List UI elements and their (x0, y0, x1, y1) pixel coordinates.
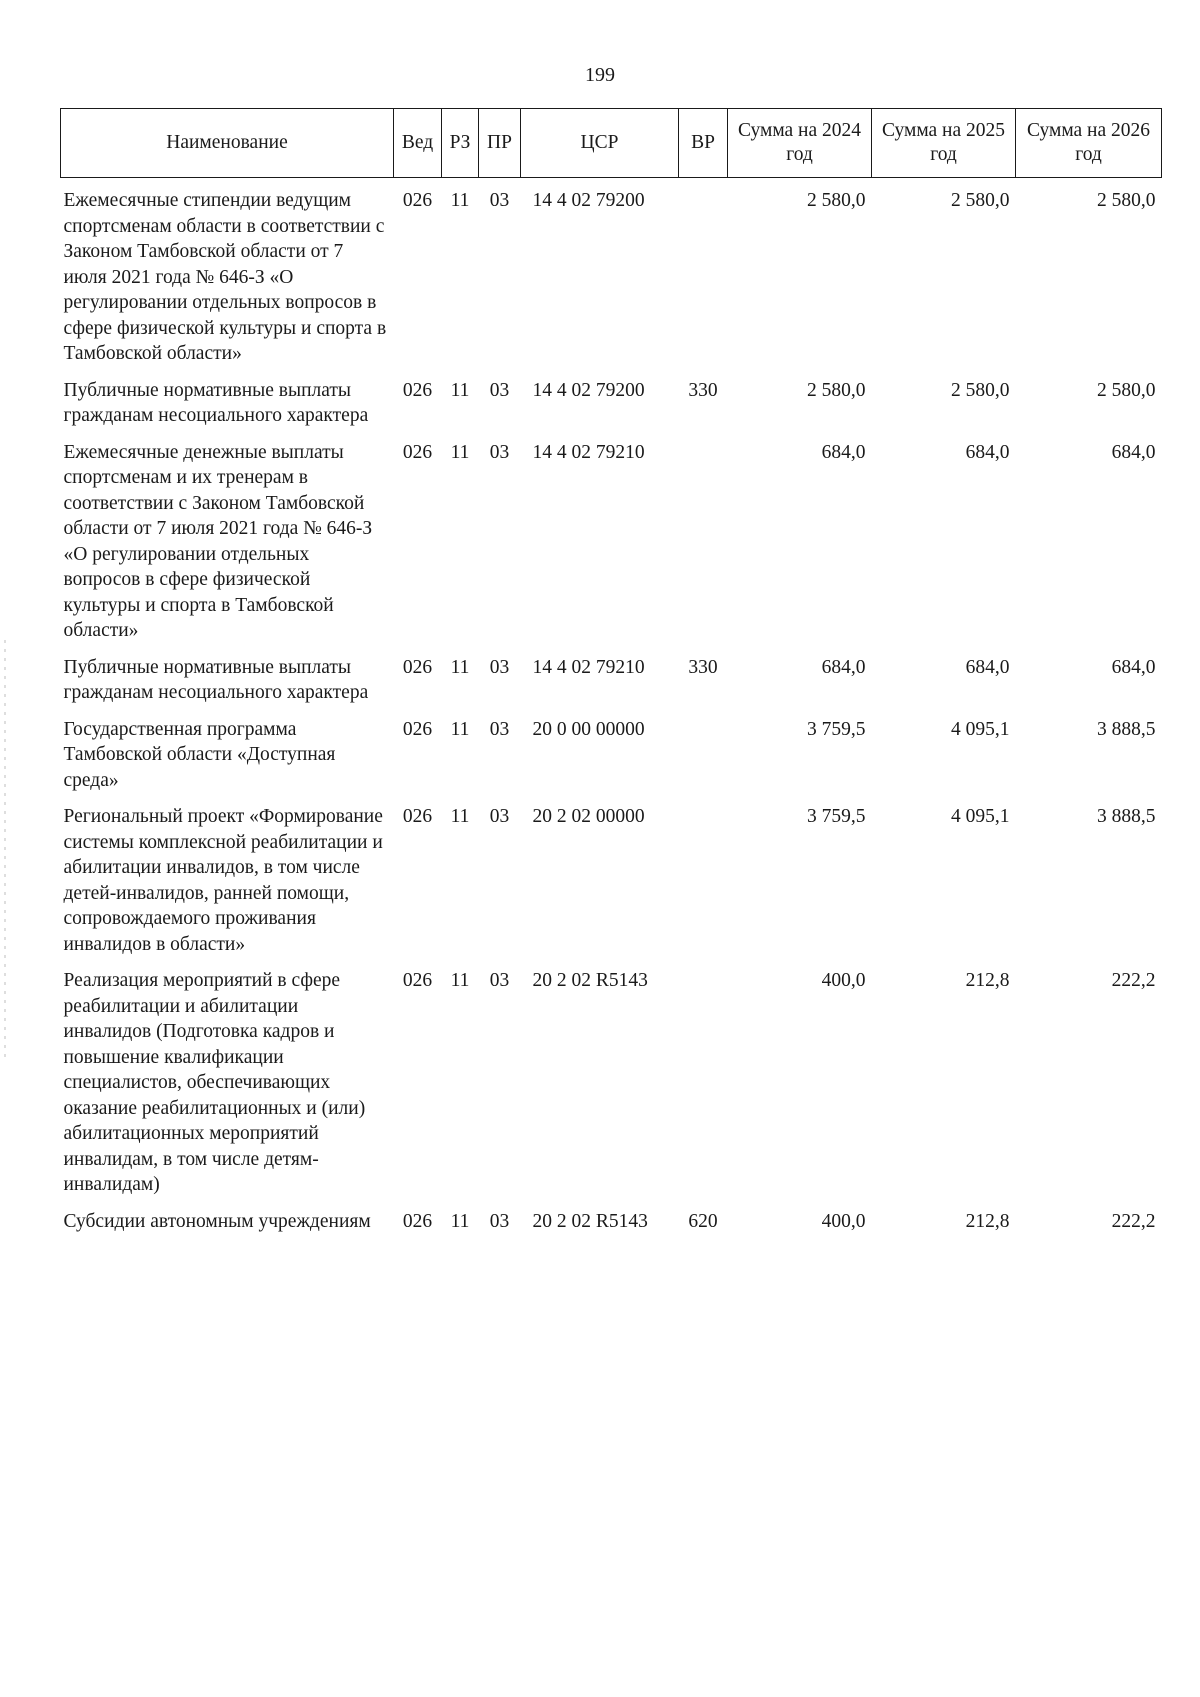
cell-rz: 11 (450, 718, 470, 740)
header-name: Наименование (61, 109, 394, 178)
cell-ved: 026 (402, 1210, 433, 1232)
cell-sum-2024: 2 580,0 (807, 379, 866, 401)
cell-sum-2025: 2 580,0 (951, 379, 1010, 401)
table-row (61, 800, 1162, 964)
cell-sum-2025: 4 095,1 (951, 718, 1010, 740)
cell-csr: 20 0 00 00000 (532, 718, 645, 740)
cell-name: Публичные нормативные выплаты гражданам несоциального характера (63, 379, 369, 426)
scan-edge-artifact (4, 640, 6, 1060)
header-csr: ЦСР (521, 109, 679, 178)
table-row (61, 1205, 1162, 1242)
table-row (61, 374, 1162, 436)
table-row (61, 178, 1162, 374)
page-number: 199 (585, 64, 615, 86)
header-sum-2026: Сумма на 2026 год (1016, 109, 1162, 178)
cell-pr: 03 (489, 379, 510, 401)
cell-name: Субсидии автономным учреждениям (63, 1210, 371, 1232)
cell-sum-2026: 684,0 (1111, 656, 1156, 678)
cell-sum-2024: 3 759,5 (807, 718, 866, 740)
header-ved: Вед (394, 109, 442, 178)
cell-sum-2025: 2 580,0 (951, 190, 1010, 211)
cell-vr: 620 (688, 1210, 718, 1232)
cell-sum-2024: 2 580,0 (807, 190, 866, 211)
cell-vr (679, 964, 728, 1205)
cell-sum-2024: 400,0 (821, 970, 866, 991)
cell-name: Региональный проект «Формирование системы комплексной реабилитации и абилитации инвалидов, в том числе детей-инвалидов, ранней помощи, сопровождаемого проживания инвалидов в области» (63, 806, 383, 955)
budget-table (60, 108, 1162, 1241)
header-rz: РЗ (442, 109, 479, 178)
cell-sum-2026: 2 580,0 (1097, 190, 1156, 211)
header-vr: ВР (679, 109, 728, 178)
cell-sum-2026: 3 888,5 (1097, 718, 1156, 740)
cell-rz: 11 (450, 379, 470, 401)
cell-sum-2026: 2 580,0 (1097, 379, 1156, 401)
cell-vr (679, 178, 728, 374)
table-header (61, 109, 1162, 178)
cell-pr: 03 (489, 970, 510, 991)
cell-sum-2026: 684,0 (1111, 441, 1156, 463)
cell-ved: 026 (402, 379, 433, 401)
cell-pr: 03 (489, 718, 510, 740)
table-body (61, 178, 1162, 1242)
cell-rz: 11 (450, 441, 470, 463)
cell-pr: 03 (489, 1210, 510, 1232)
cell-name: Реализация мероприятий в сфере реабилитации и абилитации инвалидов (Подготовка кадров и повышение квалификации специалистов, обеспечивающих оказание реабилитационных и (или) абилитационных мероприятий инвалидам, в том числе детям-инвалидам) (63, 970, 366, 1195)
header-sum-2025: Сумма на 2025 год (872, 109, 1016, 178)
cell-ved: 026 (402, 656, 433, 678)
cell-rz: 11 (450, 970, 470, 991)
cell-csr: 14 4 02 79210 (532, 656, 645, 678)
cell-csr: 14 4 02 79200 (532, 190, 645, 211)
cell-vr (679, 800, 728, 964)
cell-name: Публичные нормативные выплаты гражданам несоциального характера (63, 656, 369, 703)
cell-csr: 20 2 02 00000 (532, 806, 645, 827)
cell-pr: 03 (489, 656, 510, 678)
cell-vr: 330 (688, 656, 718, 678)
cell-pr: 03 (489, 806, 510, 827)
cell-sum-2025: 212,8 (965, 970, 1010, 991)
cell-sum-2025: 212,8 (965, 1210, 1010, 1232)
cell-sum-2025: 4 095,1 (951, 806, 1010, 827)
cell-sum-2026: 3 888,5 (1097, 806, 1156, 827)
cell-sum-2025: 684,0 (965, 656, 1010, 678)
table-row (61, 651, 1162, 713)
cell-rz: 11 (450, 656, 470, 678)
header-row (61, 109, 1162, 178)
cell-csr: 20 2 02 R5143 (532, 970, 648, 991)
cell-vr (679, 436, 728, 651)
cell-csr: 20 2 02 R5143 (532, 1210, 648, 1232)
cell-sum-2024: 400,0 (821, 1210, 866, 1232)
cell-sum-2024: 684,0 (821, 656, 866, 678)
cell-ved: 026 (402, 970, 433, 991)
cell-ved: 026 (402, 190, 433, 211)
cell-pr: 03 (489, 441, 510, 463)
cell-sum-2024: 684,0 (821, 441, 866, 463)
cell-ved: 026 (402, 441, 433, 463)
cell-ved: 026 (402, 806, 433, 827)
cell-name: Ежемесячные стипендии ведущим спортсменам области в соответствии с Законом Тамбовской области от 7 июля 2021 года № 646-З «О регулировании отдельных вопросов в сфере физической культуры и спорта в Тамбовской области» (63, 190, 387, 364)
cell-sum-2024: 3 759,5 (807, 806, 866, 827)
cell-ved: 026 (402, 718, 433, 740)
cell-sum-2025: 684,0 (965, 441, 1010, 463)
cell-rz: 11 (450, 190, 470, 211)
cell-name: Государственная программа Тамбовской области «Доступная среда» (63, 718, 336, 791)
cell-vr (679, 713, 728, 801)
cell-pr: 03 (489, 190, 510, 211)
cell-sum-2026: 222,2 (1111, 970, 1156, 991)
header-sum-2024: Сумма на 2024 год (728, 109, 872, 178)
cell-sum-2026: 222,2 (1111, 1210, 1156, 1232)
table-row (61, 436, 1162, 651)
table-row (61, 964, 1162, 1205)
cell-csr: 14 4 02 79210 (532, 441, 645, 463)
cell-vr: 330 (688, 379, 718, 401)
cell-name: Ежемесячные денежные выплаты спортсменам и их тренерам в соответствии с Законом Тамбовской области от 7 июля 2021 года № 646-З «О регулировании отдельных вопросов в сфере физической культуры и спорта в Тамбовской области» (63, 441, 373, 641)
table-row (61, 713, 1162, 801)
cell-rz: 11 (450, 806, 470, 827)
header-pr: ПР (479, 109, 521, 178)
cell-rz: 11 (450, 1210, 470, 1232)
cell-csr: 14 4 02 79200 (532, 379, 645, 401)
